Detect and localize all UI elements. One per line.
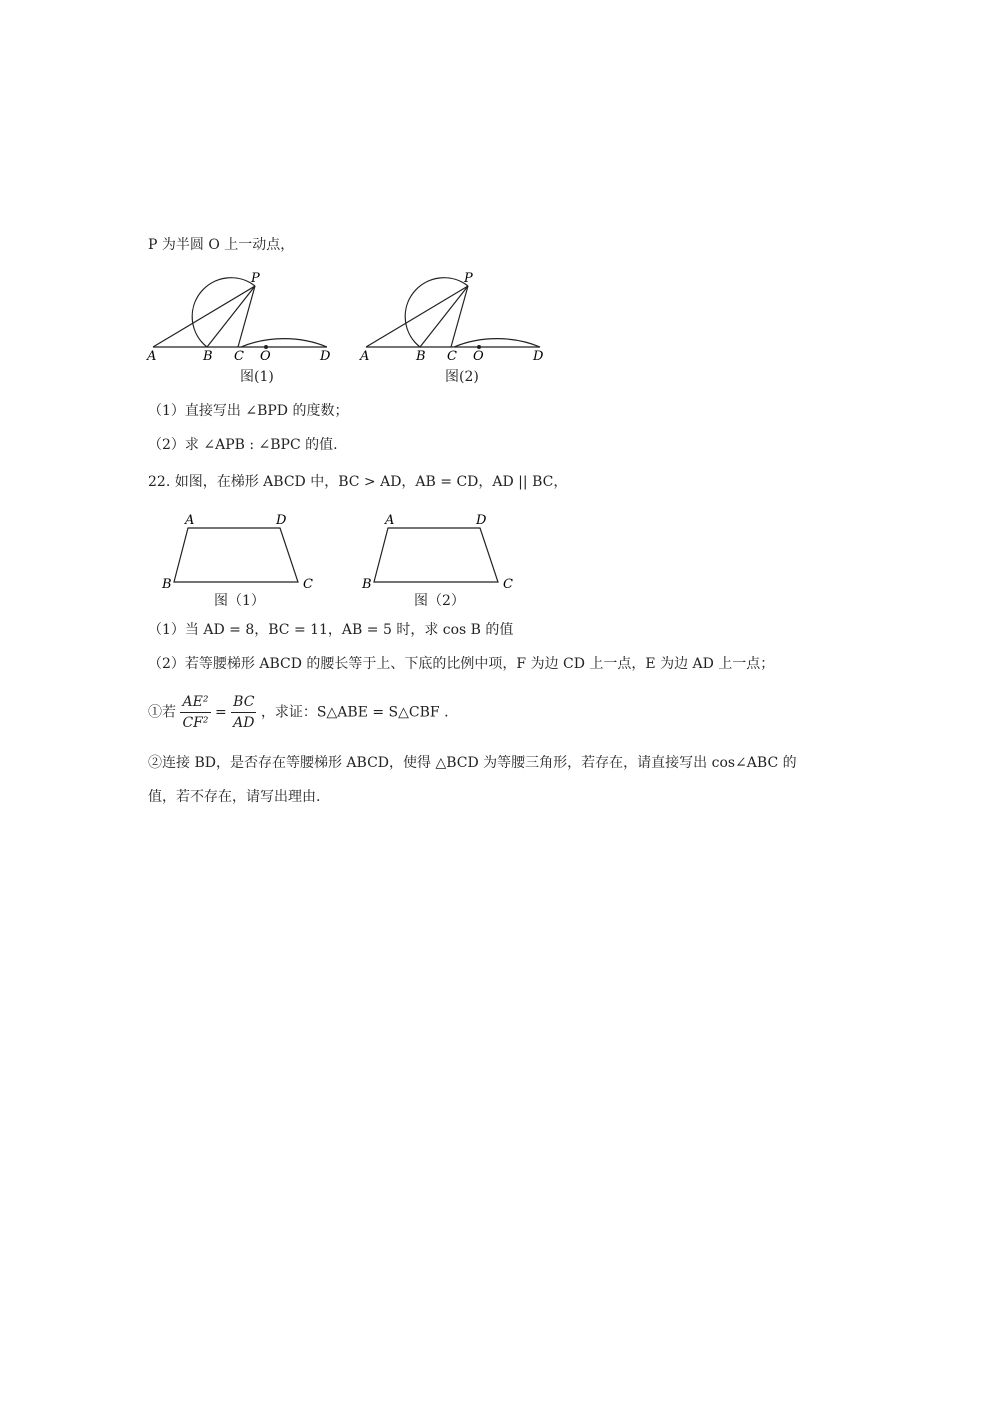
q22-stem: 22. 如图，在梯形 ABCD 中，BC > AD，AB = CD，AD || BC， [148,474,568,490]
frac-denominator: CF² [182,715,209,731]
trapezoid-shape [174,528,298,582]
label-b: B [162,577,172,592]
trapezoid-figure-2 [360,510,525,595]
label-b: B [203,349,213,364]
trapezoid-figure-2-caption: 图（2） [414,593,465,609]
equals-sign: = [214,704,227,721]
label-p: P [251,271,260,286]
trapezoid-figure-1-caption: 图（1） [214,593,265,609]
inner-arc [405,278,468,347]
q22-sub-2-line-1: ②连接 BD，是否存在等腰梯形 ABCD，使得 △BCD 为等腰三角形，若存在，请直接写出 cos∠ABC 的 [148,755,797,771]
sub1-prefix: ①若 [148,704,176,721]
inner-arc [192,278,255,347]
label-d: D [320,349,331,364]
figure-1-caption: 图(1) [240,369,274,385]
intro-text: P 为半圆 O 上一动点， [148,237,295,253]
label-p: P [464,271,473,286]
label-b: B [362,577,372,592]
q22-sub-2-line-2: 值，若不存在，请写出理由. [148,789,321,805]
semicircle-arc [454,339,540,347]
label-d: D [533,349,544,364]
q22-part-2: （2）若等腰梯形 ABCD 的腰长等于上、下底的比例中项，F 为边 CD 上一点，E 为边 AD 上一点； [148,656,775,672]
label-d: D [476,513,487,528]
label-a: A [147,349,157,364]
trapezoid-figure-1 [160,510,325,595]
semicircle-figure-1 [145,268,345,368]
segment-ap [366,286,468,347]
fraction-bc-ad [231,692,256,733]
q22-sub-1 [148,692,449,733]
label-c: C [303,577,313,592]
label-c: C [447,349,457,364]
frac-numerator: AE² [180,692,210,713]
sub1-suffix: ，求证：S△ABE = S△CBF . [260,704,449,721]
label-a: A [185,513,195,528]
q21-part-2: （2）求 ∠APB : ∠BPC 的值. [148,437,338,453]
fraction-ae-cf [180,692,210,733]
label-c: C [503,577,513,592]
frac-numerator: BC [231,692,256,713]
figure-2-caption: 图(2) [445,369,479,385]
segment-bp [207,286,255,347]
segment-ap [153,286,255,347]
frac-denominator: AD [233,715,255,731]
semicircle-arc [241,339,327,347]
label-o: O [473,349,484,364]
label-a: A [385,513,395,528]
segment-bp [420,286,468,347]
label-c: C [234,349,244,364]
semicircle-figure-2 [358,268,558,368]
label-a: A [360,349,370,364]
label-b: B [416,349,426,364]
label-o: O [260,349,271,364]
q21-part-1: （1）直接写出 ∠BPD 的度数； [148,403,349,419]
trapezoid-shape [374,528,498,582]
label-d: D [276,513,287,528]
q22-part-1: （1）当 AD = 8，BC = 11，AB = 5 时，求 cos B 的值 [148,622,514,638]
